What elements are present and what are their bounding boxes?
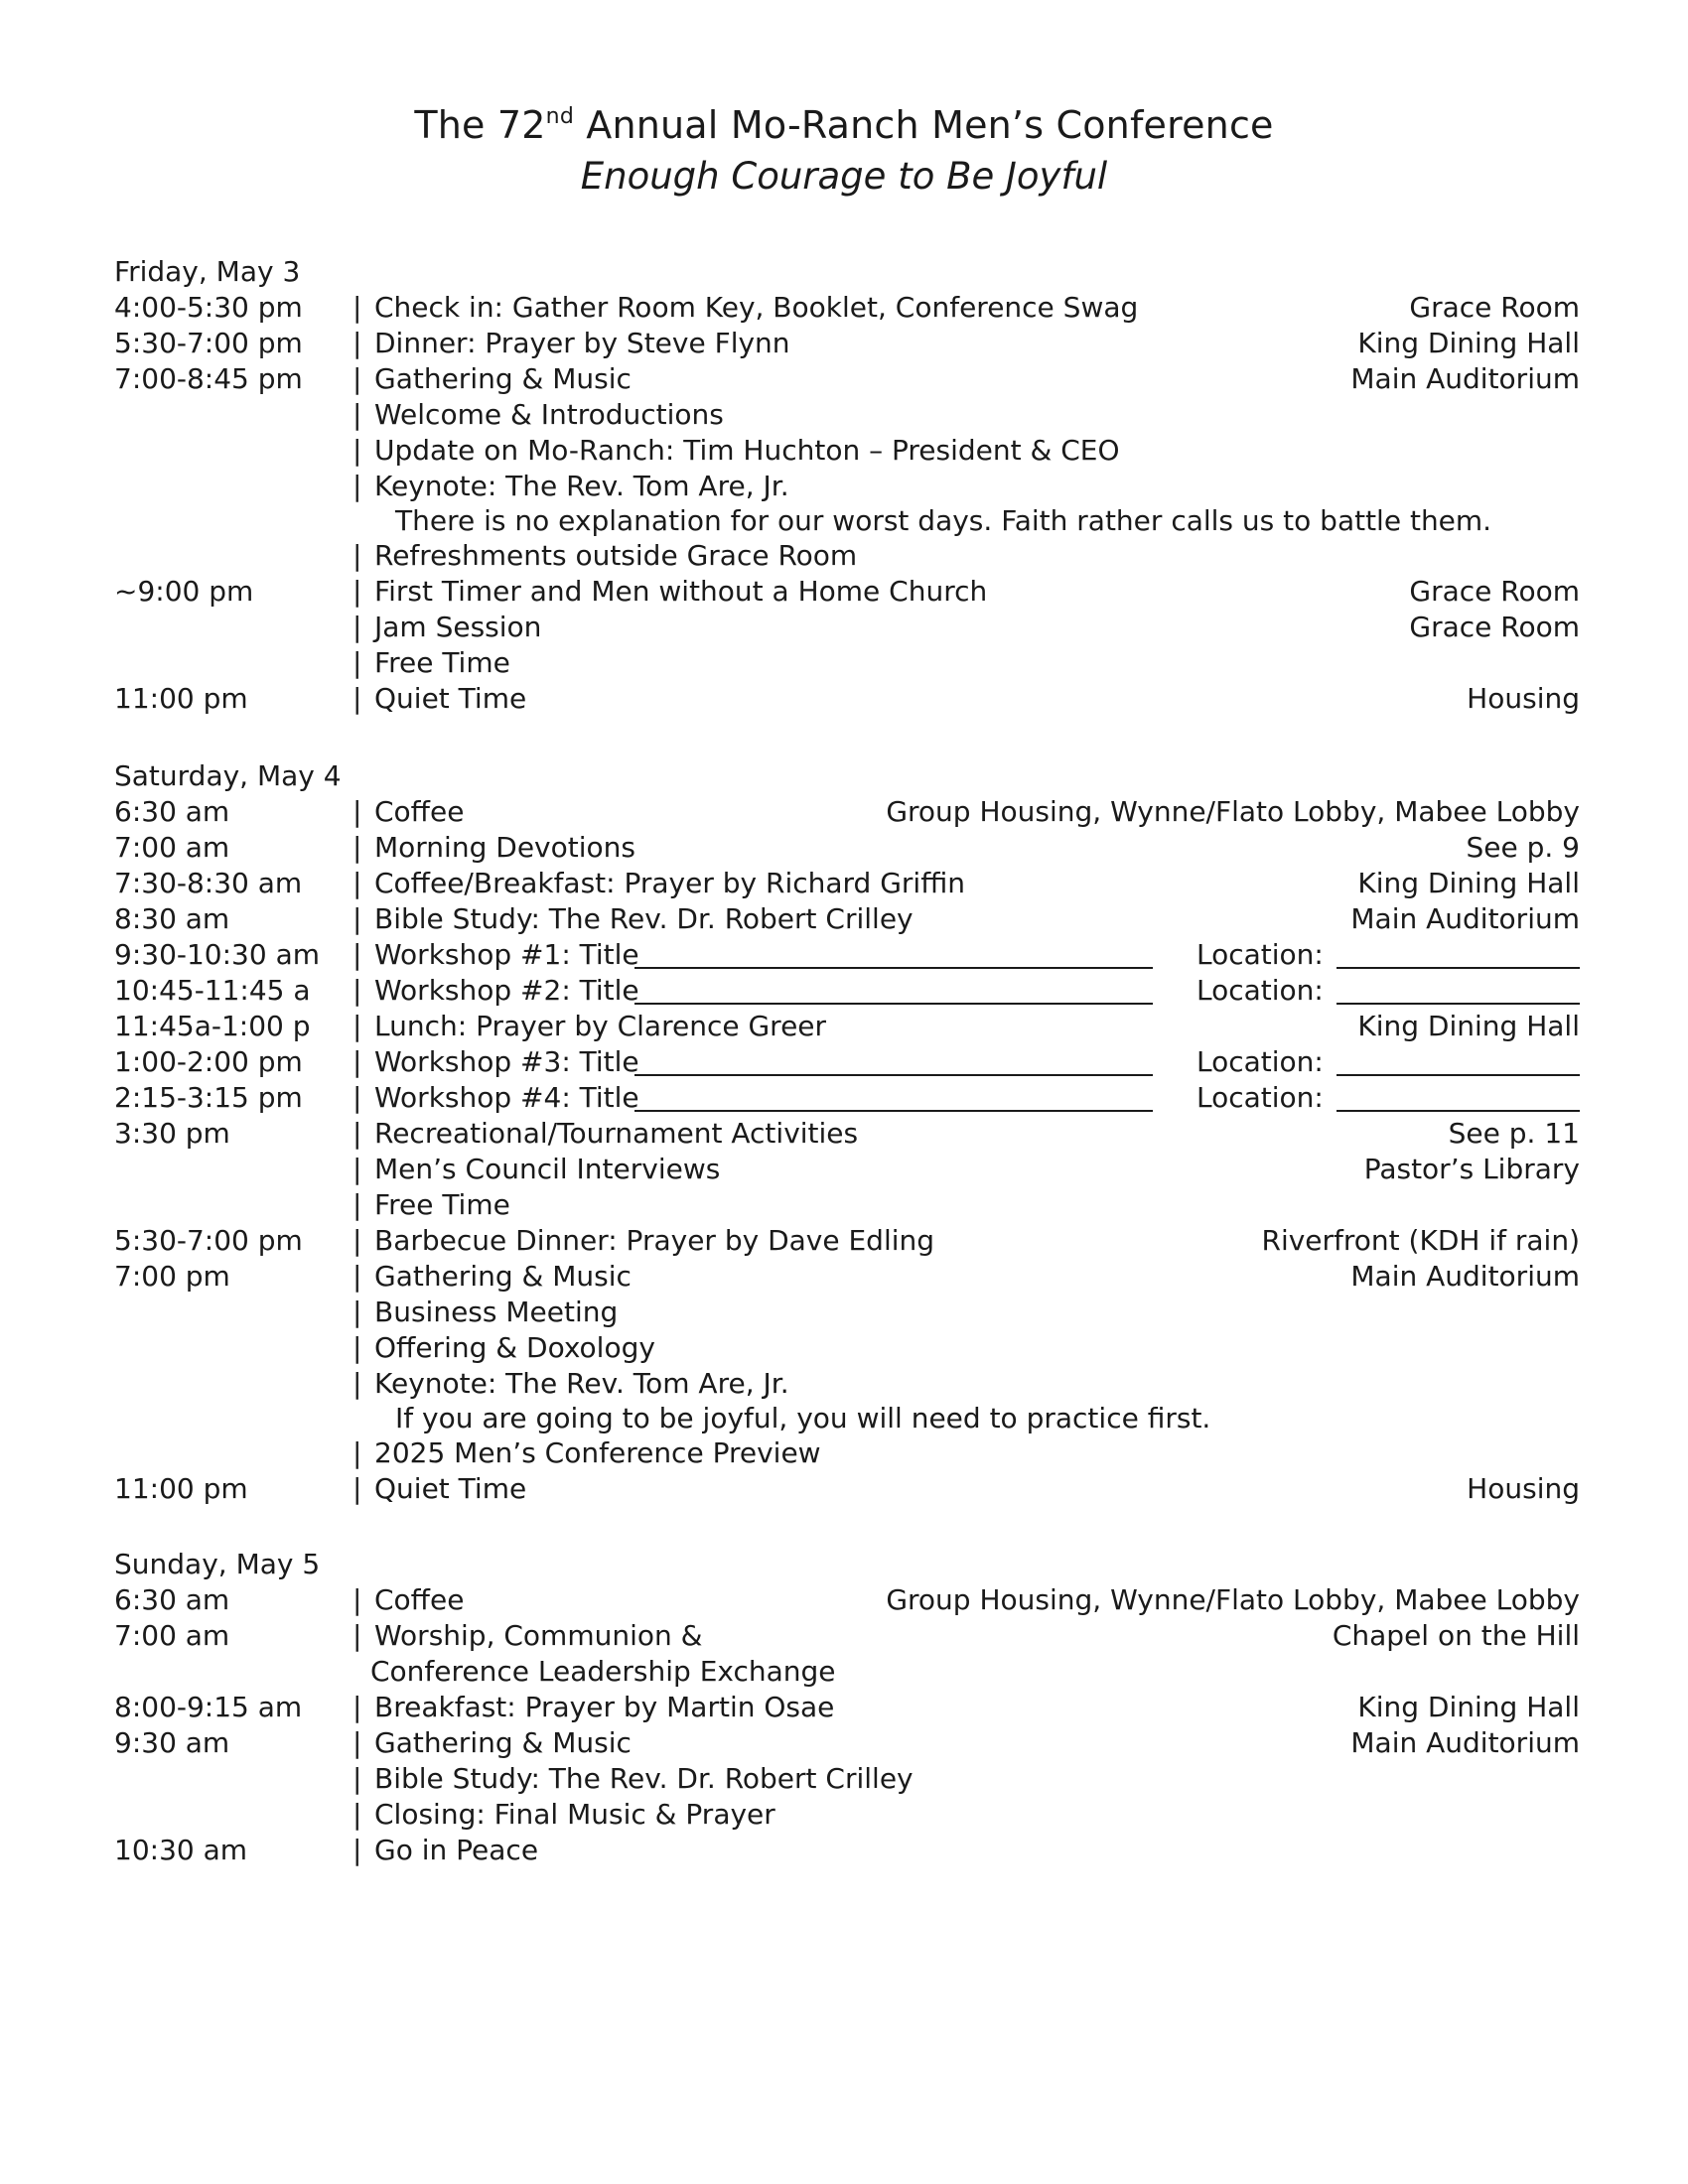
schedule-row (114, 1435, 1580, 1471)
schedule-row (114, 645, 1580, 681)
schedule-row-continuation (114, 1654, 1580, 1690)
row-location: Housing (1467, 1472, 1580, 1505)
keynote-note: There is no explanation for our worst days. Faith rather calls us to battle them. (395, 504, 1492, 537)
schedule-row (114, 361, 1580, 397)
row-location: Grace Room (1409, 291, 1580, 324)
workshop-row (114, 937, 1580, 973)
location-label: Location: (1196, 1045, 1324, 1078)
schedule-row (114, 1471, 1580, 1507)
workshop-title-blank (634, 1110, 1153, 1112)
schedule-row (114, 681, 1580, 717)
row-activity: Quiet Time (374, 1472, 527, 1505)
row-activity: Bible Study: The Rev. Dr. Robert Crilley (374, 902, 914, 935)
schedule-row (114, 538, 1580, 574)
title-ordinal: nd (545, 104, 574, 129)
row-activity: Quiet Time (374, 682, 527, 715)
row-time: 6:30 am (114, 1583, 230, 1616)
row-separator: | (352, 1296, 362, 1328)
workshop-row (114, 973, 1580, 1009)
title-suffix: Annual Mo-Ranch Men’s Conference (573, 103, 1274, 147)
row-separator: | (352, 1726, 362, 1759)
row-separator: | (352, 1583, 362, 1616)
page-title (0, 99, 1688, 151)
row-separator: | (352, 1436, 362, 1469)
schedule-row (114, 1618, 1580, 1654)
schedule-row (114, 1223, 1580, 1259)
schedule-row (114, 1259, 1580, 1295)
location-blank (1336, 1110, 1580, 1112)
schedule-row (114, 1187, 1580, 1223)
row-activity: 2025 Men’s Conference Preview (374, 1436, 821, 1469)
row-separator: | (352, 1010, 362, 1042)
row-location: Chapel on the Hill (1332, 1619, 1580, 1652)
row-activity: Keynote: The Rev. Tom Are, Jr. (374, 470, 789, 502)
schedule-row (114, 574, 1580, 610)
schedule-row (114, 433, 1580, 469)
workshop-row (114, 1080, 1580, 1116)
workshop-title-blank (634, 1003, 1153, 1005)
row-time: 7:00 am (114, 1619, 230, 1652)
row-activity: Workshop #1: Title (374, 938, 639, 971)
row-activity: Morning Devotions (374, 831, 635, 864)
row-location: King Dining Hall (1357, 327, 1580, 359)
row-location: See p. 9 (1466, 831, 1580, 864)
row-time: 8:00-9:15 am (114, 1691, 303, 1723)
row-separator: | (352, 1117, 362, 1150)
schedule-row (114, 1690, 1580, 1725)
row-activity: Gathering & Music (374, 1726, 632, 1759)
row-activity: Workshop #4: Title (374, 1081, 639, 1114)
row-time: 10:45-11:45 a (114, 974, 311, 1007)
row-time: 9:30-10:30 am (114, 938, 321, 971)
row-separator: | (352, 1188, 362, 1221)
location-blank (1336, 1003, 1580, 1005)
row-activity: Breakfast: Prayer by Martin Osae (374, 1691, 835, 1723)
row-separator: | (352, 867, 362, 899)
row-separator: | (352, 938, 362, 971)
row-separator: | (352, 434, 362, 467)
row-activity: Worship, Communion & (374, 1619, 703, 1652)
row-activity-continuation: Conference Leadership Exchange (370, 1655, 836, 1688)
row-time: 11:00 pm (114, 1472, 248, 1505)
row-location: Main Auditorium (1350, 1726, 1580, 1759)
row-activity: Workshop #2: Title (374, 974, 639, 1007)
row-time: 10:30 am (114, 1834, 248, 1866)
row-location: King Dining Hall (1357, 1691, 1580, 1723)
row-time: 11:00 pm (114, 682, 248, 715)
day-heading-sunday: Sunday, May 5 (114, 1548, 321, 1580)
row-time: 5:30-7:00 pm (114, 327, 303, 359)
schedule-row (114, 1152, 1580, 1187)
row-activity: Free Time (374, 646, 510, 679)
row-separator: | (352, 398, 362, 431)
page-subtitle: Enough Courage to Be Joyful (580, 155, 1108, 198)
location-blank (1336, 967, 1580, 969)
row-activity: Free Time (374, 1188, 510, 1221)
row-time: 6:30 am (114, 795, 230, 828)
schedule-row (114, 1295, 1580, 1330)
row-activity: Welcome & Introductions (374, 398, 724, 431)
row-separator: | (352, 575, 362, 608)
row-activity: Lunch: Prayer by Clarence Greer (374, 1010, 827, 1042)
row-separator: | (352, 1472, 362, 1505)
location-label: Location: (1196, 1081, 1324, 1114)
row-location: King Dining Hall (1357, 867, 1580, 899)
row-activity: Gathering & Music (374, 362, 632, 395)
keynote-note: If you are going to be joyful, you will need to practice first. (395, 1402, 1211, 1434)
row-separator: | (352, 831, 362, 864)
row-time: 1:00-2:00 pm (114, 1045, 303, 1078)
row-activity: Barbecue Dinner: Prayer by Dave Edling (374, 1224, 935, 1257)
schedule-row (114, 1009, 1580, 1044)
row-activity: Coffee (374, 1583, 465, 1616)
day-heading-friday: Friday, May 3 (114, 255, 301, 288)
schedule-row (114, 794, 1580, 830)
schedule-row (114, 830, 1580, 866)
row-separator: | (352, 1798, 362, 1831)
row-separator: | (352, 646, 362, 679)
row-activity: Closing: Final Music & Prayer (374, 1798, 775, 1831)
row-time: 3:30 pm (114, 1117, 230, 1150)
row-activity: Refreshments outside Grace Room (374, 539, 858, 572)
schedule-row (114, 1761, 1580, 1797)
row-time: ~9:00 pm (114, 575, 254, 608)
row-activity: Update on Mo-Ranch: Tim Huchton – President & CEO (374, 434, 1120, 467)
row-activity: Recreational/Tournament Activities (374, 1117, 859, 1150)
row-location: Pastor’s Library (1363, 1153, 1580, 1185)
row-separator: | (352, 327, 362, 359)
row-activity: Workshop #3: Title (374, 1045, 639, 1078)
row-separator: | (352, 611, 362, 643)
row-location: Grace Room (1409, 575, 1580, 608)
schedule-row (114, 1116, 1580, 1152)
row-time: 7:00 pm (114, 1260, 230, 1293)
row-activity: Bible Study: The Rev. Dr. Robert Crilley (374, 1762, 914, 1795)
schedule-row (114, 326, 1580, 361)
row-activity: Dinner: Prayer by Steve Flynn (374, 327, 790, 359)
row-separator: | (352, 362, 362, 395)
row-separator: | (352, 974, 362, 1007)
row-separator: | (352, 1762, 362, 1795)
row-activity: Coffee (374, 795, 465, 828)
row-location: Grace Room (1409, 611, 1580, 643)
row-time: 8:30 am (114, 902, 230, 935)
schedule-row (114, 469, 1580, 504)
row-separator: | (352, 539, 362, 572)
row-activity: Go in Peace (374, 1834, 539, 1866)
row-separator: | (352, 470, 362, 502)
row-location: King Dining Hall (1357, 1010, 1580, 1042)
row-separator: | (352, 1691, 362, 1723)
schedule-row (114, 1725, 1580, 1761)
row-activity: Business Meeting (374, 1296, 619, 1328)
row-activity: Keynote: The Rev. Tom Are, Jr. (374, 1367, 789, 1400)
row-location: Riverfront (KDH if rain) (1261, 1224, 1580, 1257)
row-separator: | (352, 1224, 362, 1257)
row-location: Main Auditorium (1350, 1260, 1580, 1293)
schedule-row (114, 290, 1580, 326)
row-location: Main Auditorium (1350, 362, 1580, 395)
row-activity: Jam Session (374, 611, 542, 643)
row-separator: | (352, 682, 362, 715)
row-separator: | (352, 795, 362, 828)
workshop-row (114, 1044, 1580, 1080)
day-heading-saturday: Saturday, May 4 (114, 759, 342, 792)
row-separator: | (352, 1081, 362, 1114)
schedule-row (114, 1833, 1580, 1868)
row-separator: | (352, 1331, 362, 1364)
location-label: Location: (1196, 974, 1324, 1007)
row-separator: | (352, 1367, 362, 1400)
row-activity: Men’s Council Interviews (374, 1153, 721, 1185)
row-activity: Gathering & Music (374, 1260, 632, 1293)
row-separator: | (352, 902, 362, 935)
row-location: Group Housing, Wynne/Flato Lobby, Mabee Lobby (886, 795, 1580, 828)
title-prefix: The 72 (414, 103, 546, 147)
row-time: 7:00 am (114, 831, 230, 864)
row-time: 5:30-7:00 pm (114, 1224, 303, 1257)
schedule-row (114, 610, 1580, 645)
location-label: Location: (1196, 938, 1324, 971)
row-time: 7:00-8:45 pm (114, 362, 303, 395)
schedule-row (114, 397, 1580, 433)
row-time: 4:00-5:30 pm (114, 291, 303, 324)
row-activity: First Timer and Men without a Home Church (374, 575, 988, 608)
workshop-title-blank (634, 967, 1153, 969)
row-separator: | (352, 1153, 362, 1185)
location-blank (1336, 1074, 1580, 1076)
schedule-row (114, 1366, 1580, 1402)
schedule-row (114, 866, 1580, 901)
row-separator: | (352, 1619, 362, 1652)
row-location: Group Housing, Wynne/Flato Lobby, Mabee Lobby (886, 1583, 1580, 1616)
row-separator: | (352, 291, 362, 324)
schedule-row (114, 1797, 1580, 1833)
row-time: 11:45a-1:00 p (114, 1010, 311, 1042)
row-activity: Coffee/Breakfast: Prayer by Richard Griffin (374, 867, 966, 899)
row-time: 9:30 am (114, 1726, 230, 1759)
row-separator: | (352, 1260, 362, 1293)
row-activity: Check in: Gather Room Key, Booklet, Conference Swag (374, 291, 1139, 324)
row-location: Housing (1467, 682, 1580, 715)
row-location: Main Auditorium (1350, 902, 1580, 935)
row-activity: Offering & Doxology (374, 1331, 655, 1364)
row-separator: | (352, 1045, 362, 1078)
row-time: 2:15-3:15 pm (114, 1081, 303, 1114)
workshop-title-blank (634, 1074, 1153, 1076)
schedule-row (114, 901, 1580, 937)
row-time: 7:30-8:30 am (114, 867, 303, 899)
schedule-row (114, 1330, 1580, 1366)
schedule-row (114, 1582, 1580, 1618)
row-location: See p. 11 (1448, 1117, 1580, 1150)
row-separator: | (352, 1834, 362, 1866)
